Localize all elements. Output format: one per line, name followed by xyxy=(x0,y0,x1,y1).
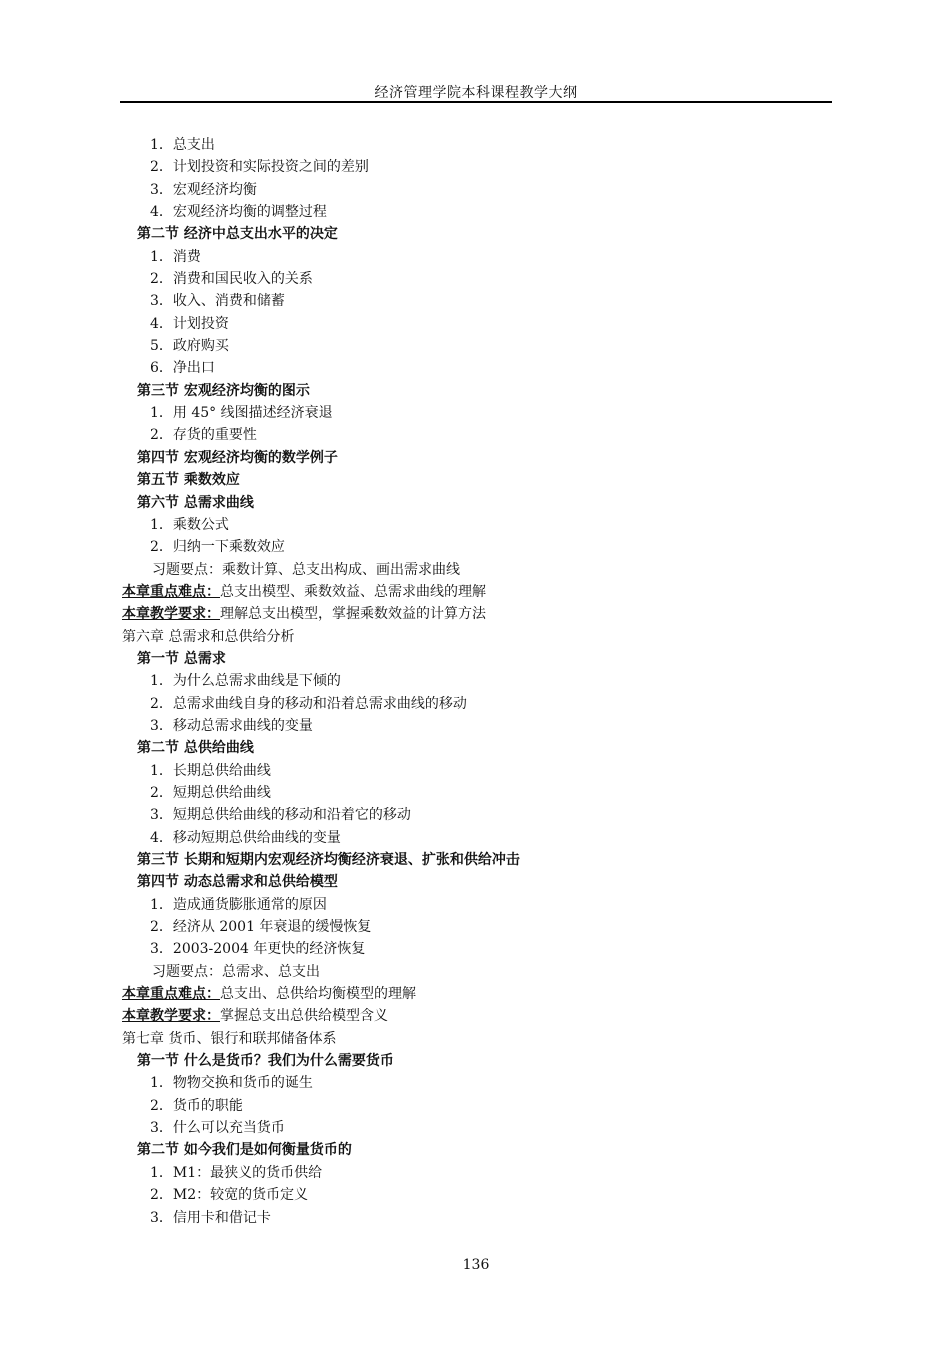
outline-item: 1．造成通货膨胀通常的原因 xyxy=(150,896,327,913)
outline-item: 2．存货的重要性 xyxy=(150,427,257,444)
exercise-note: 习题要点：乘数计算、总支出构成、画出需求曲线 xyxy=(152,561,460,578)
syllabus-content xyxy=(0,134,952,1229)
section-heading: 第五节 乘数效应 xyxy=(137,472,240,489)
outline-item: 4．宏观经济均衡的调整过程 xyxy=(150,204,327,221)
outline-item: 2．归纳一下乘数效应 xyxy=(150,539,285,556)
outline-item: 2．计划投资和实际投资之间的差别 xyxy=(150,159,369,176)
outline-item: 1．为什么总需求曲线是下倾的 xyxy=(150,673,341,690)
key-point-line xyxy=(0,1005,952,1027)
outline-item: 3．收入、消费和储蓄 xyxy=(150,293,285,310)
outline-item: 2．M2：较宽的货币定义 xyxy=(150,1187,309,1204)
outline-item: 5．政府购买 xyxy=(150,338,229,355)
outline-item: 2．经济从 2001 年衰退的缓慢恢复 xyxy=(150,919,372,936)
key-point-text: 掌握总支出总供给模型含义 xyxy=(220,1008,388,1025)
chapter-heading: 第六章 总需求和总供给分析 xyxy=(122,628,295,645)
outline-item: 1．用 45° 线图描述经济衰退 xyxy=(150,405,333,422)
section-heading: 第四节 宏观经济均衡的数学例子 xyxy=(137,449,338,466)
outline-item: 3．移动总需求曲线的变量 xyxy=(150,717,313,734)
section-heading: 第四节 动态总需求和总供给模型 xyxy=(137,874,338,891)
outline-item: 1．物物交换和货币的诞生 xyxy=(150,1075,313,1092)
outline-item: 2．货币的职能 xyxy=(150,1097,243,1114)
key-point-line xyxy=(0,581,952,603)
outline-item: 1．消费 xyxy=(150,248,201,265)
section-heading: 第六节 总需求曲线 xyxy=(137,494,254,511)
page-number: 136 xyxy=(462,1257,490,1273)
header-rule xyxy=(120,101,832,103)
key-point-text: 总支出模型、乘数效益、总需求曲线的理解 xyxy=(220,583,486,600)
key-point-text: 理解总支出模型，掌握乘数效益的计算方法 xyxy=(220,606,486,623)
outline-item: 4．计划投资 xyxy=(150,315,229,332)
outline-item: 3．宏观经济均衡 xyxy=(150,181,257,198)
outline-item: 2．总需求曲线自身的移动和沿着总需求曲线的移动 xyxy=(150,695,467,712)
outline-item: 4．移动短期总供给曲线的变量 xyxy=(150,829,341,846)
outline-item: 3．什么可以充当货币 xyxy=(150,1120,285,1137)
outline-item: 1．长期总供给曲线 xyxy=(150,762,271,779)
outline-item: 3．2003-2004 年更快的经济恢复 xyxy=(150,941,366,958)
outline-item: 6．净出口 xyxy=(150,360,215,377)
section-heading: 第一节 总需求 xyxy=(137,650,226,667)
page-header-title: 经济管理学院本科课程教学大纲 xyxy=(374,85,578,101)
key-point-label: 本章重点难点： xyxy=(122,583,220,600)
section-heading: 第二节 经济中总支出水平的决定 xyxy=(137,226,338,243)
exercise-note: 习题要点：总需求、总支出 xyxy=(152,963,320,980)
section-heading: 第三节 长期和短期内宏观经济均衡经济衰退、扩张和供给冲击 xyxy=(137,852,520,868)
key-point-text: 总支出、总供给均衡模型的理解 xyxy=(220,986,416,1003)
section-heading: 第一节 什么是货币？我们为什么需要货币 xyxy=(137,1053,394,1070)
outline-item: 3．信用卡和借记卡 xyxy=(150,1209,271,1226)
outline-item: 1．乘数公式 xyxy=(150,516,229,533)
section-heading: 第三节 宏观经济均衡的图示 xyxy=(137,382,310,399)
outline-item: 1．总支出 xyxy=(150,137,215,153)
outline-item: 1．M1：最狭义的货币供给 xyxy=(150,1164,323,1181)
section-heading: 第二节 总供给曲线 xyxy=(137,740,254,757)
section-heading: 第二节 如今我们是如何衡量货币的 xyxy=(137,1142,352,1159)
outline-item: 3．短期总供给曲线的移动和沿着它的移动 xyxy=(150,807,411,824)
key-point-line xyxy=(0,603,952,625)
key-point-label: 本章教学要求： xyxy=(122,606,220,623)
outline-item: 2．短期总供给曲线 xyxy=(150,784,271,801)
key-point-label: 本章教学要求： xyxy=(122,1008,220,1025)
outline-item: 2．消费和国民收入的关系 xyxy=(150,271,313,288)
key-point-label: 本章重点难点： xyxy=(122,986,220,1003)
chapter-heading: 第七章 货币、银行和联邦储备体系 xyxy=(122,1030,337,1047)
key-point-line xyxy=(0,983,952,1005)
